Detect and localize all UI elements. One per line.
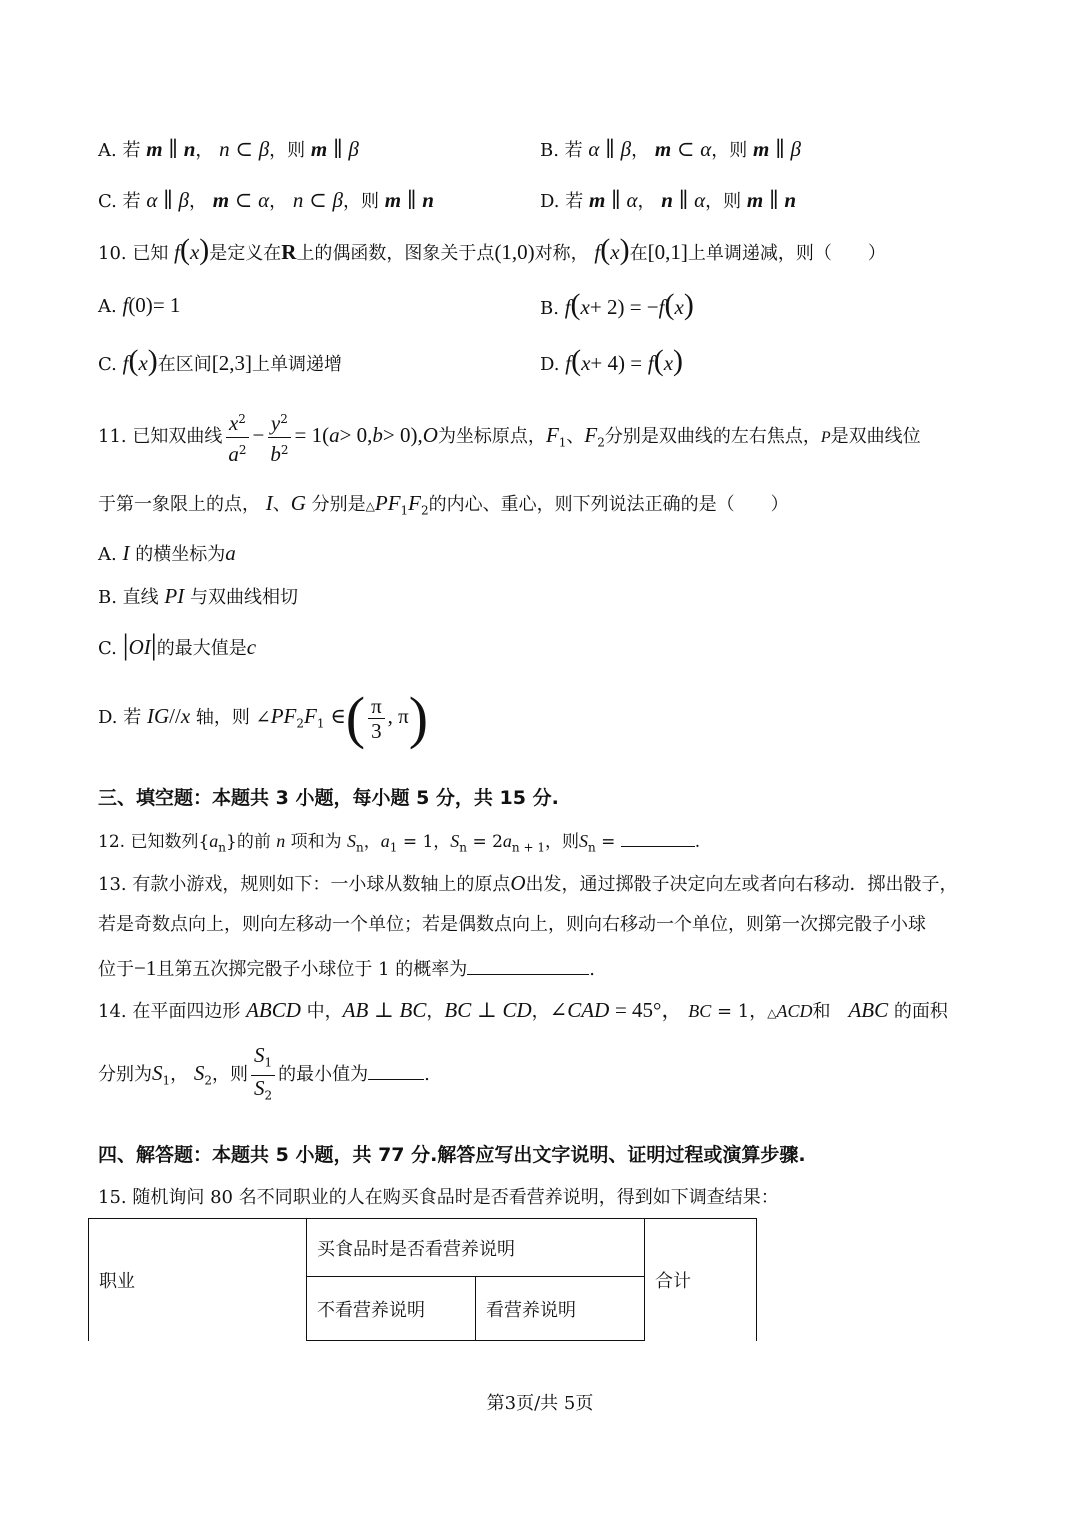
q15-stem: 15. 随机询问 80 名不同职业的人在购买食品时是否看营养说明，得到如下调查结果： (98, 1187, 779, 1208)
header-read: 看营养说明 (476, 1277, 645, 1341)
q10-option-b: B. f(x+ 2) = −f(x) (540, 288, 694, 321)
q14-answer-blank[interactable] (368, 1061, 424, 1080)
q13-line3: 位于−1且第五次掷完骰子小球位于 1 的概率为 . (98, 956, 595, 980)
q11-option-a: A. I 的横坐标为a (98, 541, 236, 565)
q12: 12. 已知数列$\{a_n\}$的前 n 项和为 $S_n$，$a_1 = 1$，$S_n = 2a_{n + 1}$，则$S_n$ = . (98, 828, 700, 860)
q11-option-d: D. 若 IG//x 轴，则 $\angle PF_2F_1$ ∈( $\frac{\pi}{3}$ , π) (98, 685, 429, 750)
header-group: 买食品时是否看营养说明 (307, 1219, 645, 1277)
q10-stem: 10. 已知 f(x)是定义在R上的偶函数，图象关于点(1,0)对称， f(x)在[0,1]上单调递减，则（ ） (98, 233, 886, 266)
q11-option-c: C. |OI|的最大值是c (98, 628, 257, 661)
q9-option-d: D. 若 m ∥ α， n ∥ α，则 m ∥ n (540, 188, 797, 212)
page-footer: 第3页/共 5页 (486, 1393, 594, 1414)
fraction-y2-b2: $\frac{y^2}{b^2}$ (267, 407, 291, 468)
fraction-pi-over-3: $\frac{\pi}{3}$ (368, 694, 385, 743)
q10-option-c: C. f(x)在区间[2,3]上单调递增 (98, 344, 343, 377)
q12-answer-blank[interactable] (621, 828, 695, 847)
header-total: 合计 (645, 1219, 757, 1341)
q9-option-a: A. 若 m ∥ n， n ⊂ β，则 m ∥ β (98, 137, 359, 161)
q13-answer-blank[interactable] (467, 956, 589, 975)
q14-line2: 分别为$S_1$， $S_2$，则 $\frac{S_1}{S_2}$ 的最小值为 . (98, 1043, 430, 1111)
q10-option-d: D. f(x+ 4) = f(x) (540, 344, 684, 377)
q9-option-c: C. 若 α ∥ β， m ⊂ α， n ⊂ β，则 m ∥ n (98, 188, 434, 212)
survey-table (88, 1218, 757, 1341)
q13-line1: 13. 有款小游戏，规则如下：一小球从数轴上的原点O出发，通过掷骰子决定向左或者向右移动．掷出骰子， (98, 871, 958, 895)
section-3-heading: 三、填空题：本题共 3 小题，每小题 5 分，共 15 分. (98, 787, 559, 809)
q14-line1: 14. 在平面四边形 ABCD 中，AB ⊥ BC，BC ⊥ CD，∠CAD = 45°， BC = 1，△ACD和 ABC 的面积 (98, 998, 948, 1022)
q11-stem-line2: 于第一象限上的点， I、G 分别是$\triangle PF_1F_2$的内心、重心，则下列说法正确的是（ ） (98, 491, 789, 518)
q9-option-b: B. 若 α ∥ β， m ⊂ α，则 m ∥ β (540, 137, 801, 161)
header-not-read: 不看营养说明 (307, 1277, 476, 1341)
section-4-heading: 四、解答题：本题共 5 小题，共 77 分.解答应写出文字说明、证明过程或演算步骤. (98, 1144, 806, 1166)
q13-line2: 若是奇数点向上，则向左移动一个单位；若是偶数点向上，则向右移动一个单位，则第一次掷完骰子小球 (98, 914, 926, 935)
header-job: 职业 (89, 1219, 307, 1341)
q11-stem: 11. 已知双曲线 $\frac{x^2}{a^2}$ − $\frac{y^2}{b^2}$ = 1(a> 0,b> 0),O为坐标原点，$F_1$、$F_2$分别是双曲线的左右焦点，P是双曲线位 (98, 405, 921, 473)
fraction-x2-a2: $\frac{x^2}{a^2}$ (225, 407, 249, 468)
fraction-s1-s2: $\frac{S_1}{S_2}$ (251, 1043, 275, 1107)
q11-option-b: B. 直线 PI 与双曲线相切 (98, 584, 298, 608)
q10-option-a: A. f(0)= 1 (98, 293, 181, 317)
